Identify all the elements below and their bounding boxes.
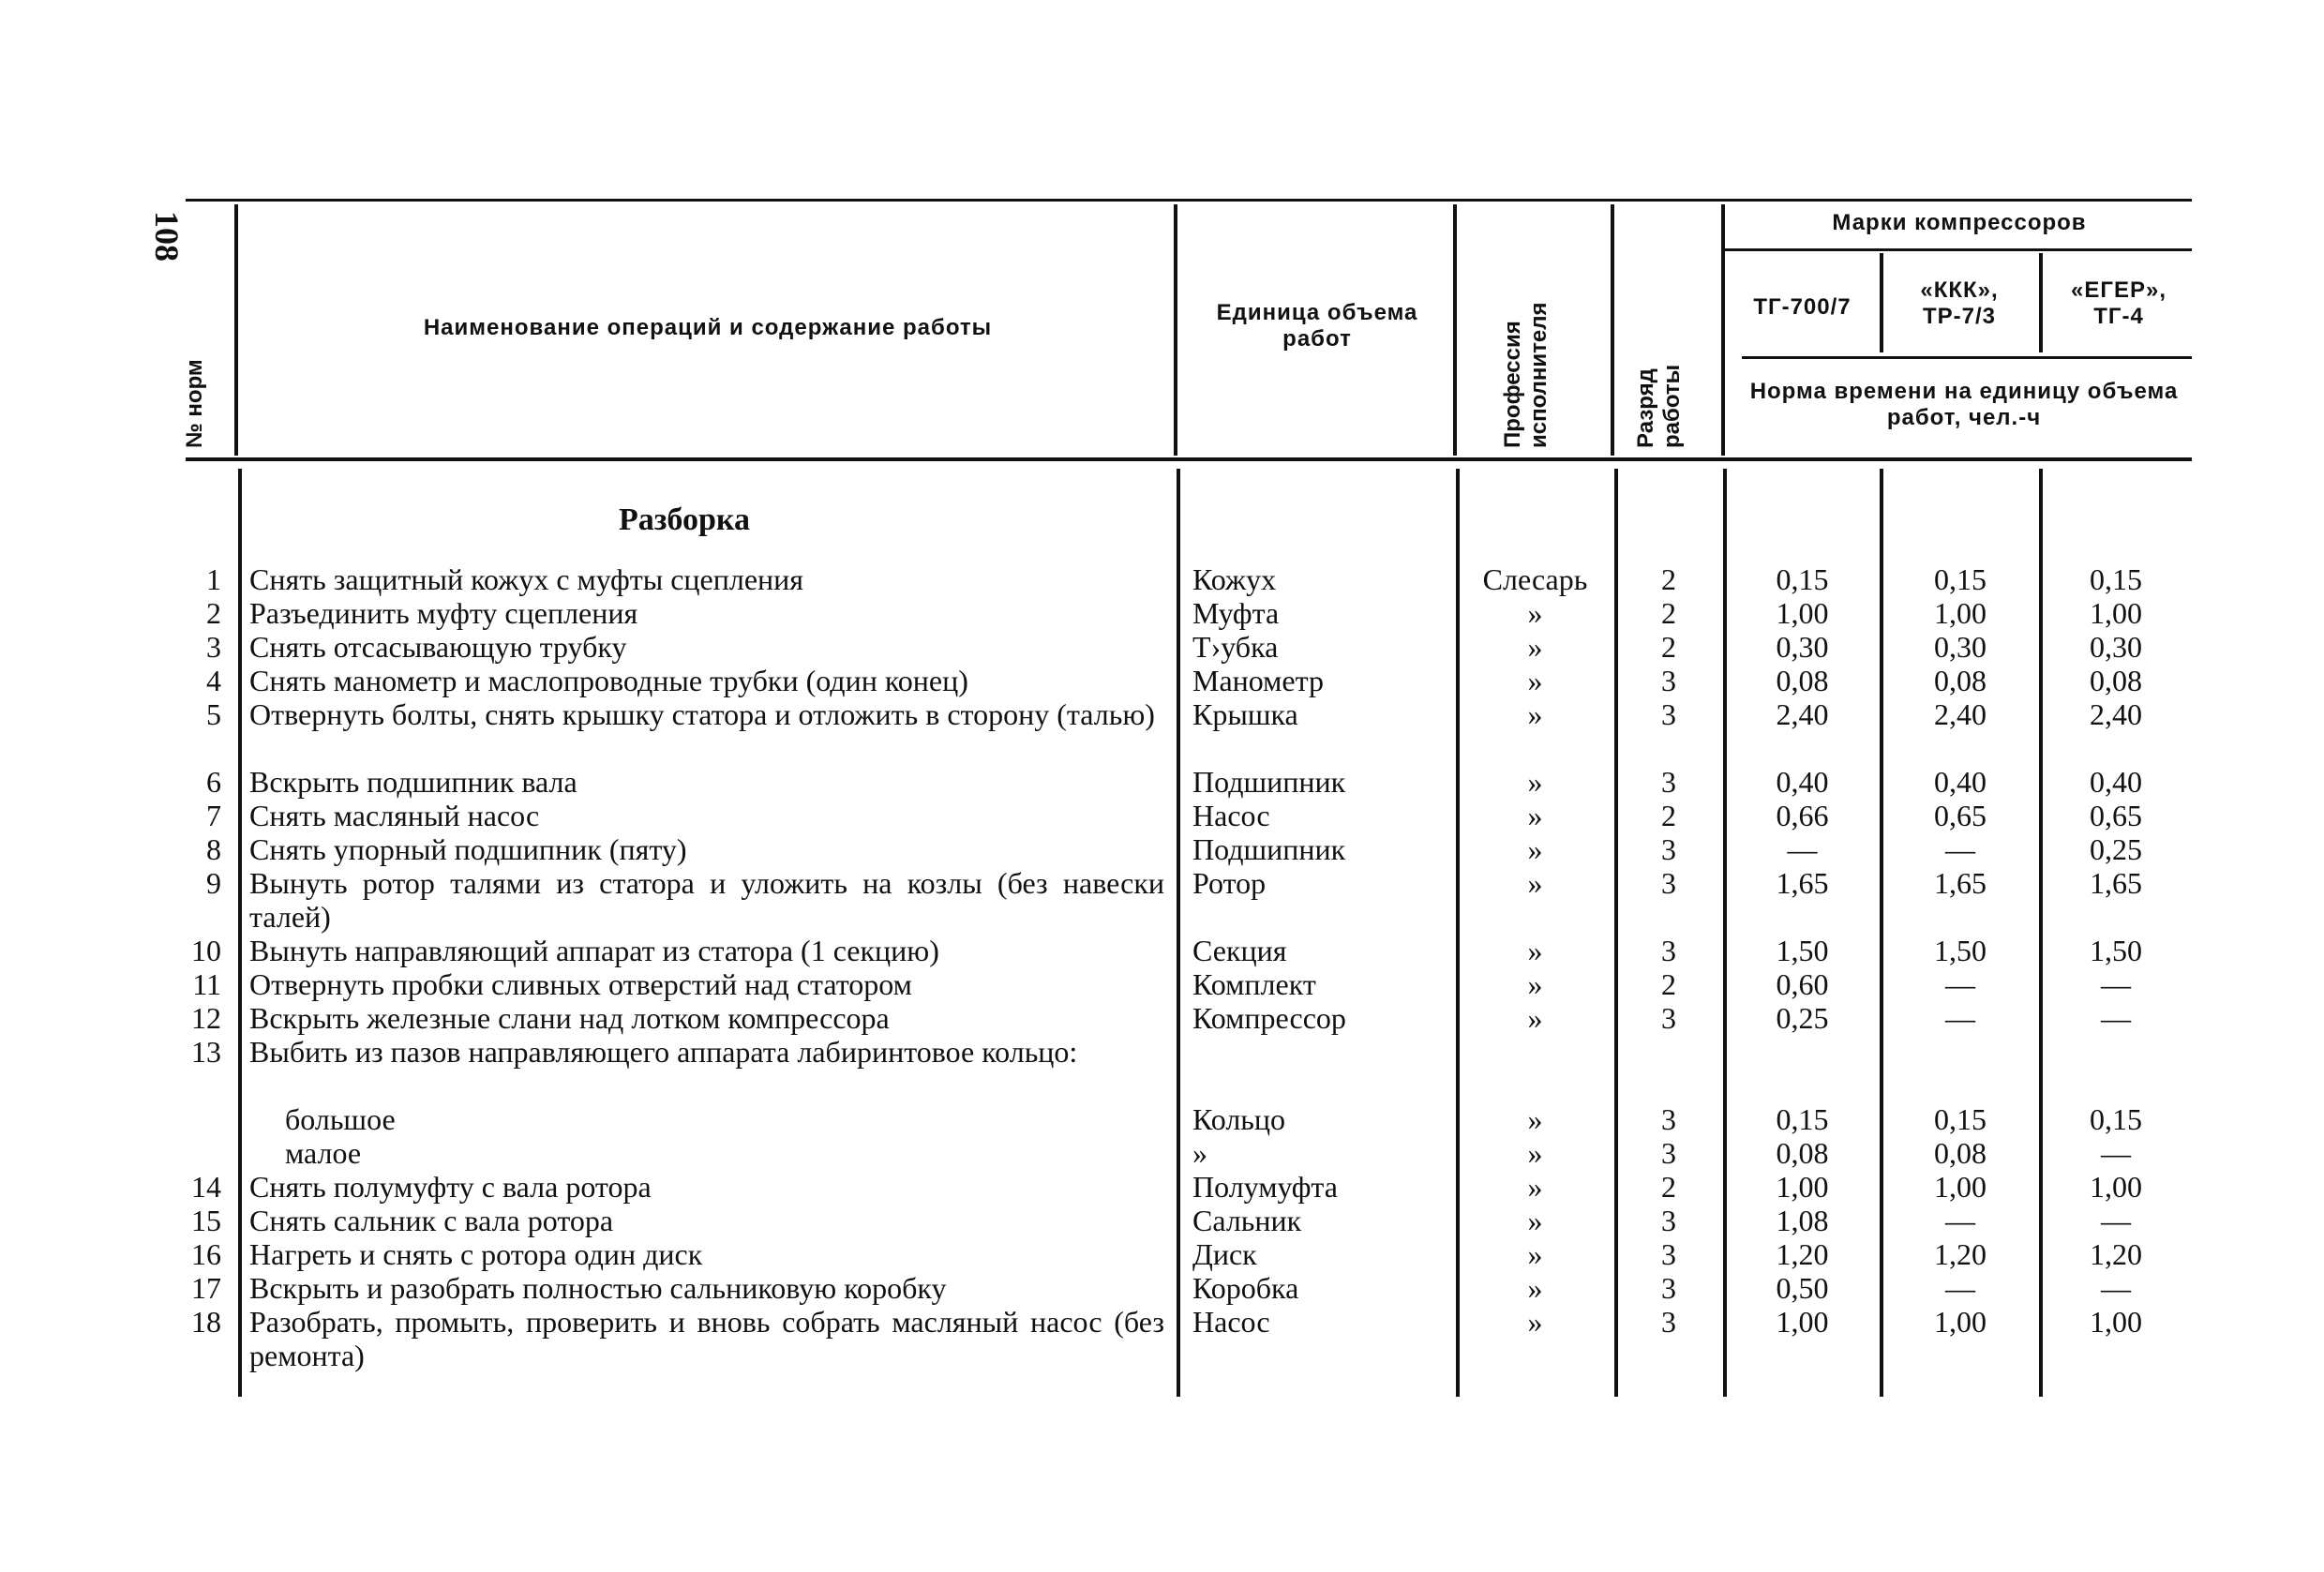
norm-tg700: — <box>1787 832 1818 866</box>
operation-text: Снять упорный подшипник (пяту) <box>249 832 687 866</box>
operation-text: Отвернуть болты, снять крышку статора и отложить в сторону (талью) <box>249 697 1155 731</box>
norm-eger: 1,00 <box>2090 596 2142 630</box>
norm-kkk: — <box>1945 1204 1975 1237</box>
norm-eger: 0,08 <box>2090 664 2142 697</box>
grade-cell: 3 <box>1661 1237 1676 1271</box>
operation-text: Снять защитный кожух с муфты сцепления <box>249 562 804 596</box>
grade-cell: 3 <box>1661 664 1676 697</box>
unit-cell: Кожух <box>1192 562 1277 596</box>
norm-eger: 1,00 <box>2090 1305 2142 1339</box>
profession-cell: » <box>1527 664 1543 697</box>
norm-number: 1 <box>206 562 221 596</box>
unit-cell: » <box>1192 1136 1207 1170</box>
body-divider <box>2039 469 2043 1397</box>
profession-cell: » <box>1527 967 1543 1001</box>
norm-kkk: 1,00 <box>1934 1170 1987 1204</box>
norm-tg700: 1,20 <box>1776 1237 1829 1271</box>
grade-cell: 3 <box>1661 1136 1676 1170</box>
unit-cell: Сальник <box>1192 1204 1302 1237</box>
unit-cell: Подшипник <box>1192 832 1346 866</box>
grade-cell: 3 <box>1661 765 1676 799</box>
header-divider <box>1721 204 1725 456</box>
norm-tg700: 0,30 <box>1776 630 1829 664</box>
norm-kkk: 1,00 <box>1934 596 1987 630</box>
norm-tg700: 1,50 <box>1776 934 1829 967</box>
grade-cell: 3 <box>1661 832 1676 866</box>
header-kkk: «ККК», ТР-7/3 <box>1920 277 1999 329</box>
norm-eger: 0,30 <box>2090 630 2142 664</box>
header-divider <box>2039 253 2043 352</box>
header-norm-no: № норм <box>182 359 207 448</box>
section-title: Разборка <box>619 502 750 537</box>
profession-cell: » <box>1527 1001 1543 1035</box>
grade-cell: 3 <box>1661 934 1676 967</box>
norm-kkk: 0,30 <box>1934 630 1987 664</box>
norm-tg700: 0,15 <box>1776 562 1829 596</box>
grade-cell: 2 <box>1661 562 1676 596</box>
header-divider <box>1174 204 1177 456</box>
table-top-rule <box>186 199 2192 202</box>
operation-text: Вскрыть железные слани над лотком компрессора <box>249 1001 890 1035</box>
grade-cell: 2 <box>1661 596 1676 630</box>
norm-kkk: 0,15 <box>1934 1102 1987 1136</box>
header-brands: Марки компрессоров <box>1832 210 2087 235</box>
grade-cell: 2 <box>1661 630 1676 664</box>
unit-cell: Муфта <box>1192 596 1280 630</box>
body-divider <box>1177 469 1180 1397</box>
norm-kkk: — <box>1945 1001 1975 1035</box>
norm-kkk: 1,65 <box>1934 866 1987 900</box>
norm-number: 2 <box>206 596 221 630</box>
grade-cell: 3 <box>1661 1102 1676 1136</box>
norm-number: 7 <box>206 799 221 832</box>
operation-text: Снять манометр и маслопроводные трубки (один конец) <box>249 664 968 697</box>
operation-text: Разъединить муфту сцепления <box>249 596 638 630</box>
profession-cell: » <box>1527 1170 1543 1204</box>
header-unit: Единица объема работ <box>1216 300 1418 352</box>
norm-tg700: 0,25 <box>1776 1001 1829 1035</box>
profession-cell: » <box>1527 596 1543 630</box>
grade-cell: 3 <box>1661 1204 1676 1237</box>
unit-cell: Насос <box>1192 1305 1270 1339</box>
norm-tg700: 0,15 <box>1776 1102 1829 1136</box>
unit-cell: Коробка <box>1192 1271 1299 1305</box>
norm-number: 15 <box>191 1204 221 1237</box>
unit-cell: Подшипник <box>1192 765 1346 799</box>
norm-kkk: — <box>1945 967 1975 1001</box>
operation-text: Разобрать, промыть, проверить и вновь собрать масляный насос (без ремонта) <box>249 1305 1164 1372</box>
norm-number: 11 <box>192 967 221 1001</box>
profession-cell: » <box>1527 1102 1543 1136</box>
norm-number: 10 <box>191 934 221 967</box>
header-divider <box>234 204 238 456</box>
unit-cell: Комплект <box>1192 967 1316 1001</box>
operation-text: Выбить из пазов направляющего аппарата лабиринтовое кольцо: <box>249 1035 1078 1069</box>
norm-tg700: 1,00 <box>1776 596 1829 630</box>
norm-kkk: 0,08 <box>1934 1136 1987 1170</box>
norm-eger: 1,00 <box>2090 1170 2142 1204</box>
operation-text: Вскрыть и разобрать полностью сальниковую коробку <box>249 1271 947 1305</box>
profession-cell: » <box>1527 765 1543 799</box>
norm-kkk: 0,15 <box>1934 562 1987 596</box>
norm-tg700: 1,00 <box>1776 1170 1829 1204</box>
norm-number: 16 <box>191 1237 221 1271</box>
unit-cell: Насос <box>1192 799 1270 832</box>
norm-tg700: 1,65 <box>1776 866 1829 900</box>
header-norm-time: Норма времени на единицу объема работ, чел.-ч <box>1749 379 2179 430</box>
unit-cell: Ротор <box>1192 866 1267 900</box>
unit-cell: Полумуфта <box>1192 1170 1338 1204</box>
norm-eger: 0,15 <box>2090 562 2142 596</box>
profession-cell: » <box>1527 697 1543 731</box>
norm-kkk: — <box>1945 1271 1975 1305</box>
header-eger: «ЕГЕР», ТГ-4 <box>2071 277 2167 329</box>
norm-eger: 0,15 <box>2090 1102 2142 1136</box>
norm-kkk: 2,40 <box>1934 697 1987 731</box>
unit-cell: Кольцо <box>1192 1102 1286 1136</box>
grade-cell: 2 <box>1661 799 1676 832</box>
brands-subrule <box>1725 248 2192 251</box>
norm-number: 12 <box>191 1001 221 1035</box>
profession-cell: » <box>1527 1204 1543 1237</box>
norm-eger: — <box>2101 1001 2131 1035</box>
norm-eger: 1,65 <box>2090 866 2142 900</box>
page-number: 108 <box>148 211 186 262</box>
norm-eger: 2,40 <box>2090 697 2142 731</box>
norm-kkk: 0,65 <box>1934 799 1987 832</box>
norm-kkk: 0,08 <box>1934 664 1987 697</box>
norm-kkk: — <box>1945 832 1975 866</box>
norm-number: 18 <box>191 1305 221 1339</box>
norm-tg700: 0,08 <box>1776 1136 1829 1170</box>
profession-cell: » <box>1527 799 1543 832</box>
operation-text: Отвернуть пробки сливных отверстий над статором <box>249 967 912 1001</box>
profession-cell: » <box>1527 1271 1543 1305</box>
grade-cell: 3 <box>1661 1305 1676 1339</box>
operation-text: Нагреть и снять с ротора один диск <box>249 1237 703 1271</box>
norm-number: 6 <box>206 765 221 799</box>
operation-text: Снять отсасывающую трубку <box>249 630 627 664</box>
body-divider <box>1880 469 1883 1397</box>
body-divider <box>1723 469 1727 1397</box>
norm-number: 17 <box>191 1271 221 1305</box>
grade-cell: 3 <box>1661 697 1676 731</box>
norm-number: 3 <box>206 630 221 664</box>
profession-cell: » <box>1527 1237 1543 1271</box>
norm-tg700: 1,08 <box>1776 1204 1829 1237</box>
operation-text: малое <box>285 1136 362 1170</box>
norm-number: 13 <box>191 1035 221 1069</box>
norm-tg700: 0,60 <box>1776 967 1829 1001</box>
norm-eger: — <box>2101 967 2131 1001</box>
norm-kkk: 0,40 <box>1934 765 1987 799</box>
operation-text: Вынуть направляющий аппарат из статора (1 секцию) <box>249 934 939 967</box>
body-divider <box>1614 469 1618 1397</box>
brands-bottom-rule <box>1742 356 2192 359</box>
operation-text: Вскрыть подшипник вала <box>249 765 577 799</box>
norm-kkk: 1,50 <box>1934 934 1987 967</box>
norm-eger: — <box>2101 1271 2131 1305</box>
norm-eger: 1,50 <box>2090 934 2142 967</box>
grade-cell: 3 <box>1661 1271 1676 1305</box>
norm-kkk: 1,00 <box>1934 1305 1987 1339</box>
operation-text: Снять сальник с вала ротора <box>249 1204 614 1237</box>
operation-text: Снять масляный насос <box>249 799 540 832</box>
header-divider <box>1453 204 1457 456</box>
operation-text: Снять полумуфту с вала ротора <box>249 1170 652 1204</box>
header-profession: Профессия исполнителя <box>1500 302 1552 448</box>
profession-cell: » <box>1527 1136 1543 1170</box>
norm-eger: 0,40 <box>2090 765 2142 799</box>
norm-tg700: 0,40 <box>1776 765 1829 799</box>
header-tg700: ТГ-700/7 <box>1753 294 1852 320</box>
profession-cell: » <box>1527 866 1543 900</box>
header-divider <box>1611 204 1614 456</box>
header-bottom-rule <box>186 457 2192 461</box>
profession-cell: Слесарь <box>1482 562 1588 596</box>
norm-number: 14 <box>191 1170 221 1204</box>
header-grade: Разряд работы <box>1633 364 1685 448</box>
unit-cell: Крышка <box>1192 697 1298 731</box>
body-divider <box>1456 469 1460 1397</box>
norm-tg700: 0,66 <box>1776 799 1829 832</box>
grade-cell: 2 <box>1661 1170 1676 1204</box>
norm-number: 8 <box>206 832 221 866</box>
grade-cell: 3 <box>1661 1001 1676 1035</box>
norm-tg700: 2,40 <box>1776 697 1829 731</box>
norm-tg700: 0,50 <box>1776 1271 1829 1305</box>
norm-tg700: 0,08 <box>1776 664 1829 697</box>
norm-eger: 0,25 <box>2090 832 2142 866</box>
norm-eger: — <box>2101 1204 2131 1237</box>
norm-kkk: 1,20 <box>1934 1237 1987 1271</box>
norm-number: 9 <box>206 866 221 900</box>
unit-cell: Секция <box>1192 934 1287 967</box>
operation-text: Вынуть ротор талями из статора и уложить на козлы (без навески талей) <box>249 866 1164 934</box>
header-operation: Наименование операций и содержание работы <box>423 315 993 340</box>
operation-text: большое <box>285 1102 396 1136</box>
profession-cell: » <box>1527 832 1543 866</box>
profession-cell: » <box>1527 1305 1543 1339</box>
norm-number: 5 <box>206 697 221 731</box>
unit-cell: Манометр <box>1192 664 1324 697</box>
profession-cell: » <box>1527 630 1543 664</box>
norm-number: 4 <box>206 664 221 697</box>
norm-eger: — <box>2101 1136 2131 1170</box>
unit-cell: Диск <box>1192 1237 1257 1271</box>
header-divider <box>1880 253 1883 352</box>
unit-cell: Т›убка <box>1192 630 1279 664</box>
body-divider <box>238 469 242 1397</box>
norm-eger: 1,20 <box>2090 1237 2142 1271</box>
profession-cell: » <box>1527 934 1543 967</box>
norm-eger: 0,65 <box>2090 799 2142 832</box>
norm-tg700: 1,00 <box>1776 1305 1829 1339</box>
grade-cell: 2 <box>1661 967 1676 1001</box>
unit-cell: Компрессор <box>1192 1001 1346 1035</box>
grade-cell: 3 <box>1661 866 1676 900</box>
